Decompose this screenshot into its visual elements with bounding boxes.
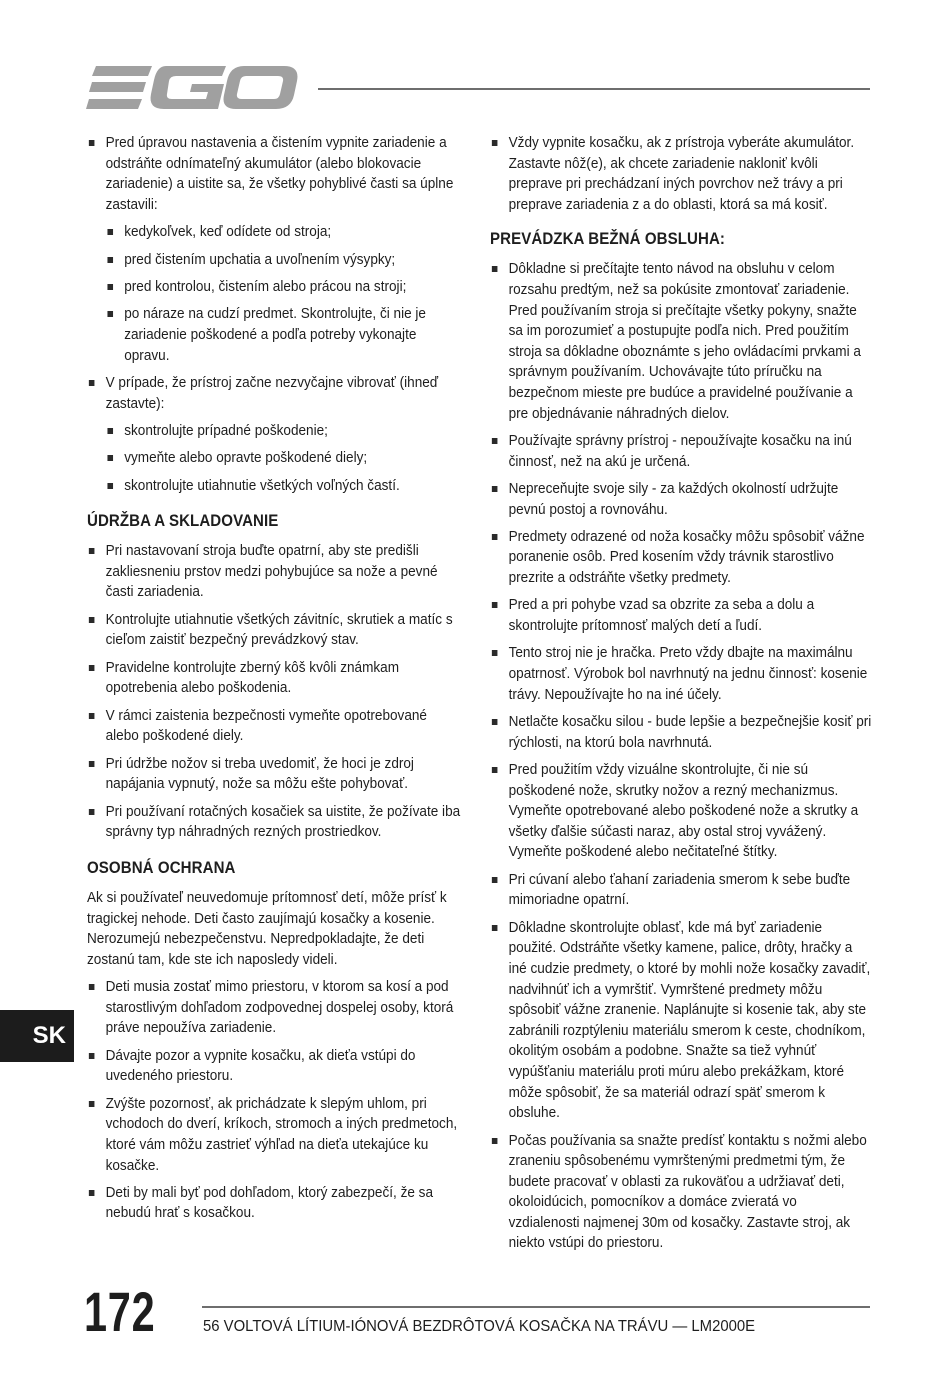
- list-item: [87, 133, 464, 366]
- maintenance-list: [87, 541, 464, 843]
- list-item-text: Pred úpravou nastavenia a čistením vypnite zariadenie a odstráňte odnímateľný akumulátor (alebo blokovacie zariadenie) a uistite sa, že všetky pohyblivé časti sa úplne zastavili:: [105, 135, 454, 213]
- list-item: Dôkladne si prečítajte tento návod na obsluhu v celom rozsahu predtým, než sa pokúsite zmontovať zariadenie. Pred používaním stroja si prečítajte všetky pokyny, snažte sa im porozumieť a postupujte podľa nich. Pred použitím stroja sa dôkladne oboznámte s jeho ovládacími prvkami a správnym používaním. Uchovávajte túto príručku na bezpečnom mieste pre budúce a pravidelné používanie a pre objednávanie náhradných dielov.: [490, 259, 871, 424]
- section-heading-operation: PREVÁDZKA BEŽNÁ OBSLUHA:: [490, 230, 726, 249]
- intro-list: [87, 133, 464, 496]
- protection-paragraph: Ak si používateľ neuvedomuje prítomnosť detí, môže prísť k tragickej nehode. Deti často zaujímajú kosačky a kosenie. Nerozumejú nebezpečenstvu. Nepredpokladajte, že deti zostanú tam, kde ste ich naposledy videli.: [87, 889, 447, 968]
- list-item: Dôkladne skontrolujte oblasť, kde má byť zariadenie použité. Odstráňte všetky kamene, palice, drôty, hračky a iné cudzie predmety, o ktoré by mohli nože kosačky zavadiť, nadvihnúť ich a vymrštiť. Vymrštené predmety môžu spôsobiť vážne zranenie. Naplánujte si kosenie tak, aby ste zabránili rozptýleniu materiálu smerom k ceste, chodníkom, okolitým osobám a podobne. Snažte sa tiež vyhnúť vypúšťaniu materiálu proti múru alebo prekážkam, ktoré môže spôsobiť, že sa materiál odrazí späť smerom k obsluhe.: [490, 918, 871, 1124]
- list-item: Netlačte kosačku silou - bude lepšie a bezpečnejšie kosiť pri rýchlosti, na ktorú bola navrhnutá.: [490, 712, 871, 753]
- list-item: Kontrolujte utiahnutie všetkých závitníc, skrutiek a matíc s cieľom zaistiť bezpečný prevádzkový stav.: [87, 610, 464, 651]
- list-item: Počas používania sa snažte predísť kontaktu s nožmi alebo zraneniu spôsobenému vymrštenými predmetmi tým, že budete pracovať v oblasti za rukoväťou a udržiavať deti, okoloidúcich, pomocníkov a domáce zvieratá vo vzdialenosti najmenej 30m od kosačky. Zastavte stroj, ak niekto vstúpi do priestoru.: [490, 1131, 871, 1255]
- list-item: Pri používaní rotačných kosačiek sa uistite, že požívate iba správny typ náhradných rezných prostriedkov.: [87, 802, 464, 843]
- list-item: vymeňte alebo opravte poškodené diely;: [106, 448, 464, 469]
- top-list: [490, 133, 871, 215]
- section-heading-protection: OSOBNÁ OCHRANA: [87, 858, 236, 877]
- list-item: po náraze na cudzí predmet. Skontrolujte, či nie je zariadenie poškodené a podľa potreby vykonajte opravu.: [106, 304, 464, 366]
- list-item: Tento stroj nie je hračka. Preto vždy dbajte na maximálnu opatrnosť. Výrobok bol navrhnutý na jednu činnosť: kosenie trávy. Nepoužívajte ho na iné účely.: [490, 643, 871, 705]
- list-item-text: V prípade, že prístroj začne nezvyčajne vibrovať (ihneď zastavte):: [105, 374, 439, 412]
- list-item: Nepreceňujte svoje sily - za každých okolností udržujte pevnú postoj a rovnováhu.: [490, 479, 871, 520]
- right-column: [490, 133, 871, 1261]
- sub-list: [106, 222, 464, 366]
- list-item: Zvýšte pozornosť, ak prichádzate k slepým uhlom, pri vchodoch do dverí, kríkoch, stromoch a iných predmetoch, ktoré vám môžu zastrieť výhľad na dieťa utekajúce ku kosačke.: [87, 1094, 464, 1176]
- list-item: Deti musia zostať mimo priestoru, v ktorom sa kosí a pod starostlivým dohľadom zodpovednej dospelej osoby, ktorá práve nepoužíva zariadenie.: [87, 977, 464, 1039]
- page-number: 172: [84, 1280, 156, 1343]
- list-item: Pred použitím vždy vizuálne skontrolujte, či nie sú poškodené nože, skrutky nožov a rezný mechanizmus. Vymeňte opotrebované alebo poškodené nože a skrutky a všetky ďalšie súčasti naraz, aby ostal stroj vyvážený. Vymeňte poškodené alebo nečitateľné štítky.: [490, 760, 871, 863]
- list-item: Dávajte pozor a vypnite kosačku, ak dieťa vstúpi do uvedeného priestoru.: [87, 1046, 464, 1087]
- left-column: [87, 133, 464, 1231]
- list-item: Predmety odrazené od noža kosačky môžu spôsobiť vážne poranenie osôb. Pred kosením vždy trávnik starostlivo prezrite a odstráňte všetky predmety.: [490, 527, 871, 589]
- ego-logo: [86, 62, 298, 114]
- footer-title: 56 VOLTOVÁ LÍTIUM-IÓNOVÁ BEZDRÔTOVÁ KOSAČKA NA TRÁVU — LM2000E: [203, 1318, 756, 1335]
- list-item: Pri údržbe nožov si treba uvedomiť, že hoci je zdroj napájania vypnutý, nože sa môžu ešte pohybovať.: [87, 754, 464, 795]
- list-item: Deti by mali byť pod dohľadom, ktorý zabezpečí, že sa nebudú hrať s kosačkou.: [87, 1183, 464, 1224]
- list-item: Vždy vypnite kosačku, ak z prístroja vyberáte akumulátor. Zastavte nôž(e), ak chcete zariadenie nakloniť kvôli preprave pri prechádzaní iných povrchov než trávy a pri preprave zariadenia z a do oblasti, ktorá sa má kosiť.: [490, 133, 871, 215]
- list-item: kedykoľvek, keď odídete od stroja;: [106, 222, 464, 243]
- list-item: [87, 373, 464, 496]
- list-item: pred kontrolou, čistením alebo prácou na stroji;: [106, 277, 464, 298]
- section-heading-maintenance: ÚDRŽBA A SKLADOVANIE: [87, 512, 279, 531]
- list-item: V rámci zaistenia bezpečnosti vymeňte opotrebované alebo poškodené diely.: [87, 706, 464, 747]
- language-tab: SK: [0, 1010, 74, 1062]
- list-item: pred čistením upchatia a uvoľnením výsypky;: [106, 250, 464, 271]
- list-item: Pri nastavovaní stroja buďte opatrní, aby ste predišli zakliesneniu prstov medzi pohybujúce sa nože a pevné časti zariadenia.: [87, 541, 464, 603]
- footer-rule: [202, 1306, 870, 1308]
- operation-list: [490, 259, 871, 1254]
- list-item: Pravidelne kontrolujte zberný kôš kvôli známkam opotrebenia alebo poškodenia.: [87, 658, 464, 699]
- list-item: Pred a pri pohybe vzad sa obzrite za seba a dolu a skontrolujte prítomnosť malých detí a ľudí.: [490, 595, 871, 636]
- list-item: Používajte správny prístroj - nepoužívajte kosačku na inú činnosť, než na akú je určená.: [490, 431, 871, 472]
- list-item: Pri cúvaní alebo ťahaní zariadenia smerom k sebe buďte mimoriadne opatrní.: [490, 870, 871, 911]
- protection-list: [87, 977, 464, 1224]
- header-rule: [318, 88, 870, 90]
- list-item: skontrolujte prípadné poškodenie;: [106, 421, 464, 442]
- sub-list: [106, 421, 464, 496]
- list-item: skontrolujte utiahnutie všetkých voľných častí.: [106, 476, 464, 497]
